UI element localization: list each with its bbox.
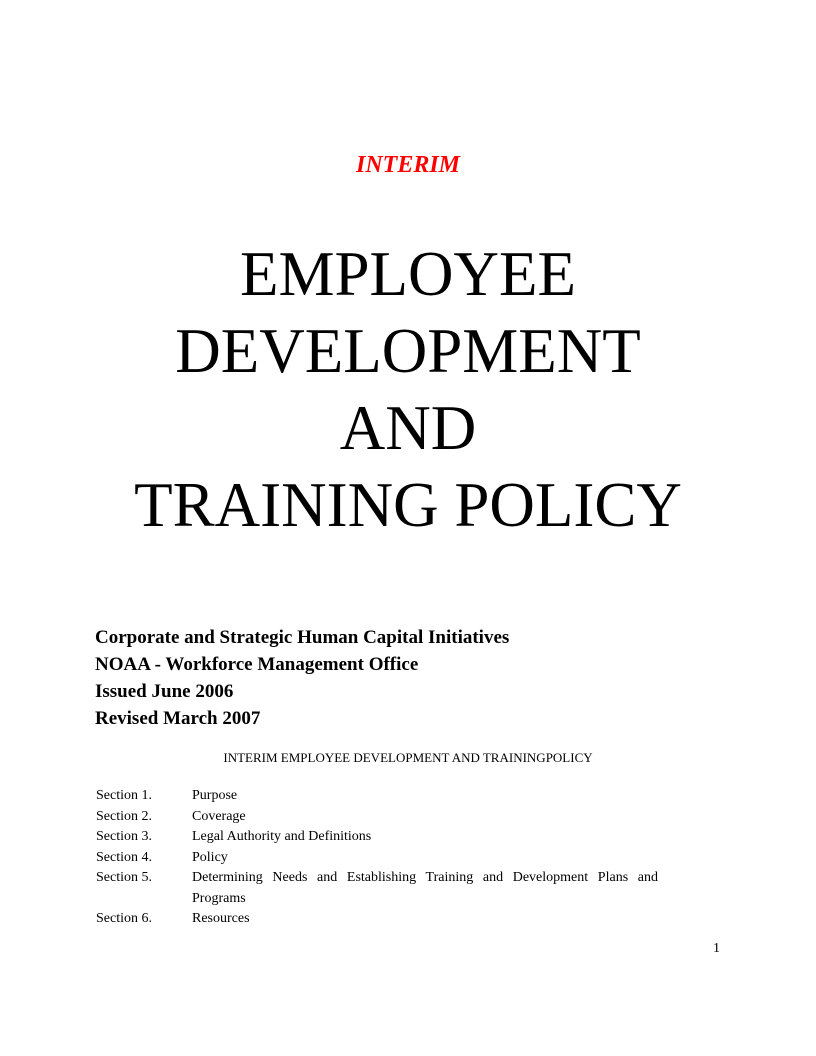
toc-section-title: Determining Needs and Establishing Training and Development Plans and Programs	[192, 870, 658, 906]
issuer-office: Corporate and Strategic Human Capital Initiatives	[95, 627, 510, 648]
toc-section-title: Coverage	[192, 808, 246, 824]
toc-heading: INTERIM EMPLOYEE DEVELOPMENT AND TRAININGPOLICY	[223, 750, 593, 765]
toc-entry	[96, 786, 658, 807]
toc-section-number: Section 3.	[96, 829, 152, 844]
toc-section-title: Policy	[192, 849, 228, 865]
revised-date: Revised March 2007	[95, 708, 261, 729]
issuer-organization: NOAA - Workforce Management Office	[95, 654, 419, 675]
title-line: EMPLOYEE	[240, 239, 576, 309]
toc-section-number: Section 5.	[96, 870, 152, 885]
toc-entry	[96, 827, 658, 848]
title-line: DEVELOPMENT	[175, 316, 641, 386]
document-title	[0, 236, 816, 544]
toc-section-number: Section 2.	[96, 808, 152, 824]
toc-entry	[96, 807, 658, 828]
toc-entry	[96, 868, 658, 909]
title-line: AND	[339, 393, 477, 463]
toc-entry	[96, 848, 658, 869]
toc-section-title: Purpose	[192, 788, 238, 803]
page-number: 1	[713, 941, 720, 956]
toc-section-number: Section 4.	[96, 849, 152, 865]
toc-entry	[96, 909, 658, 930]
interim-label: INTERIM	[355, 152, 461, 178]
issuer-info	[95, 624, 735, 732]
table-of-contents	[96, 786, 658, 930]
title-line: TRAINING POLICY	[134, 470, 682, 540]
toc-section-title: Legal Authority and Definitions	[192, 829, 372, 844]
toc-section-title: Resources	[192, 911, 250, 926]
issued-date: Issued June 2006	[95, 681, 234, 702]
toc-section-number: Section 1.	[96, 788, 152, 803]
toc-section-number: Section 6.	[96, 911, 152, 926]
